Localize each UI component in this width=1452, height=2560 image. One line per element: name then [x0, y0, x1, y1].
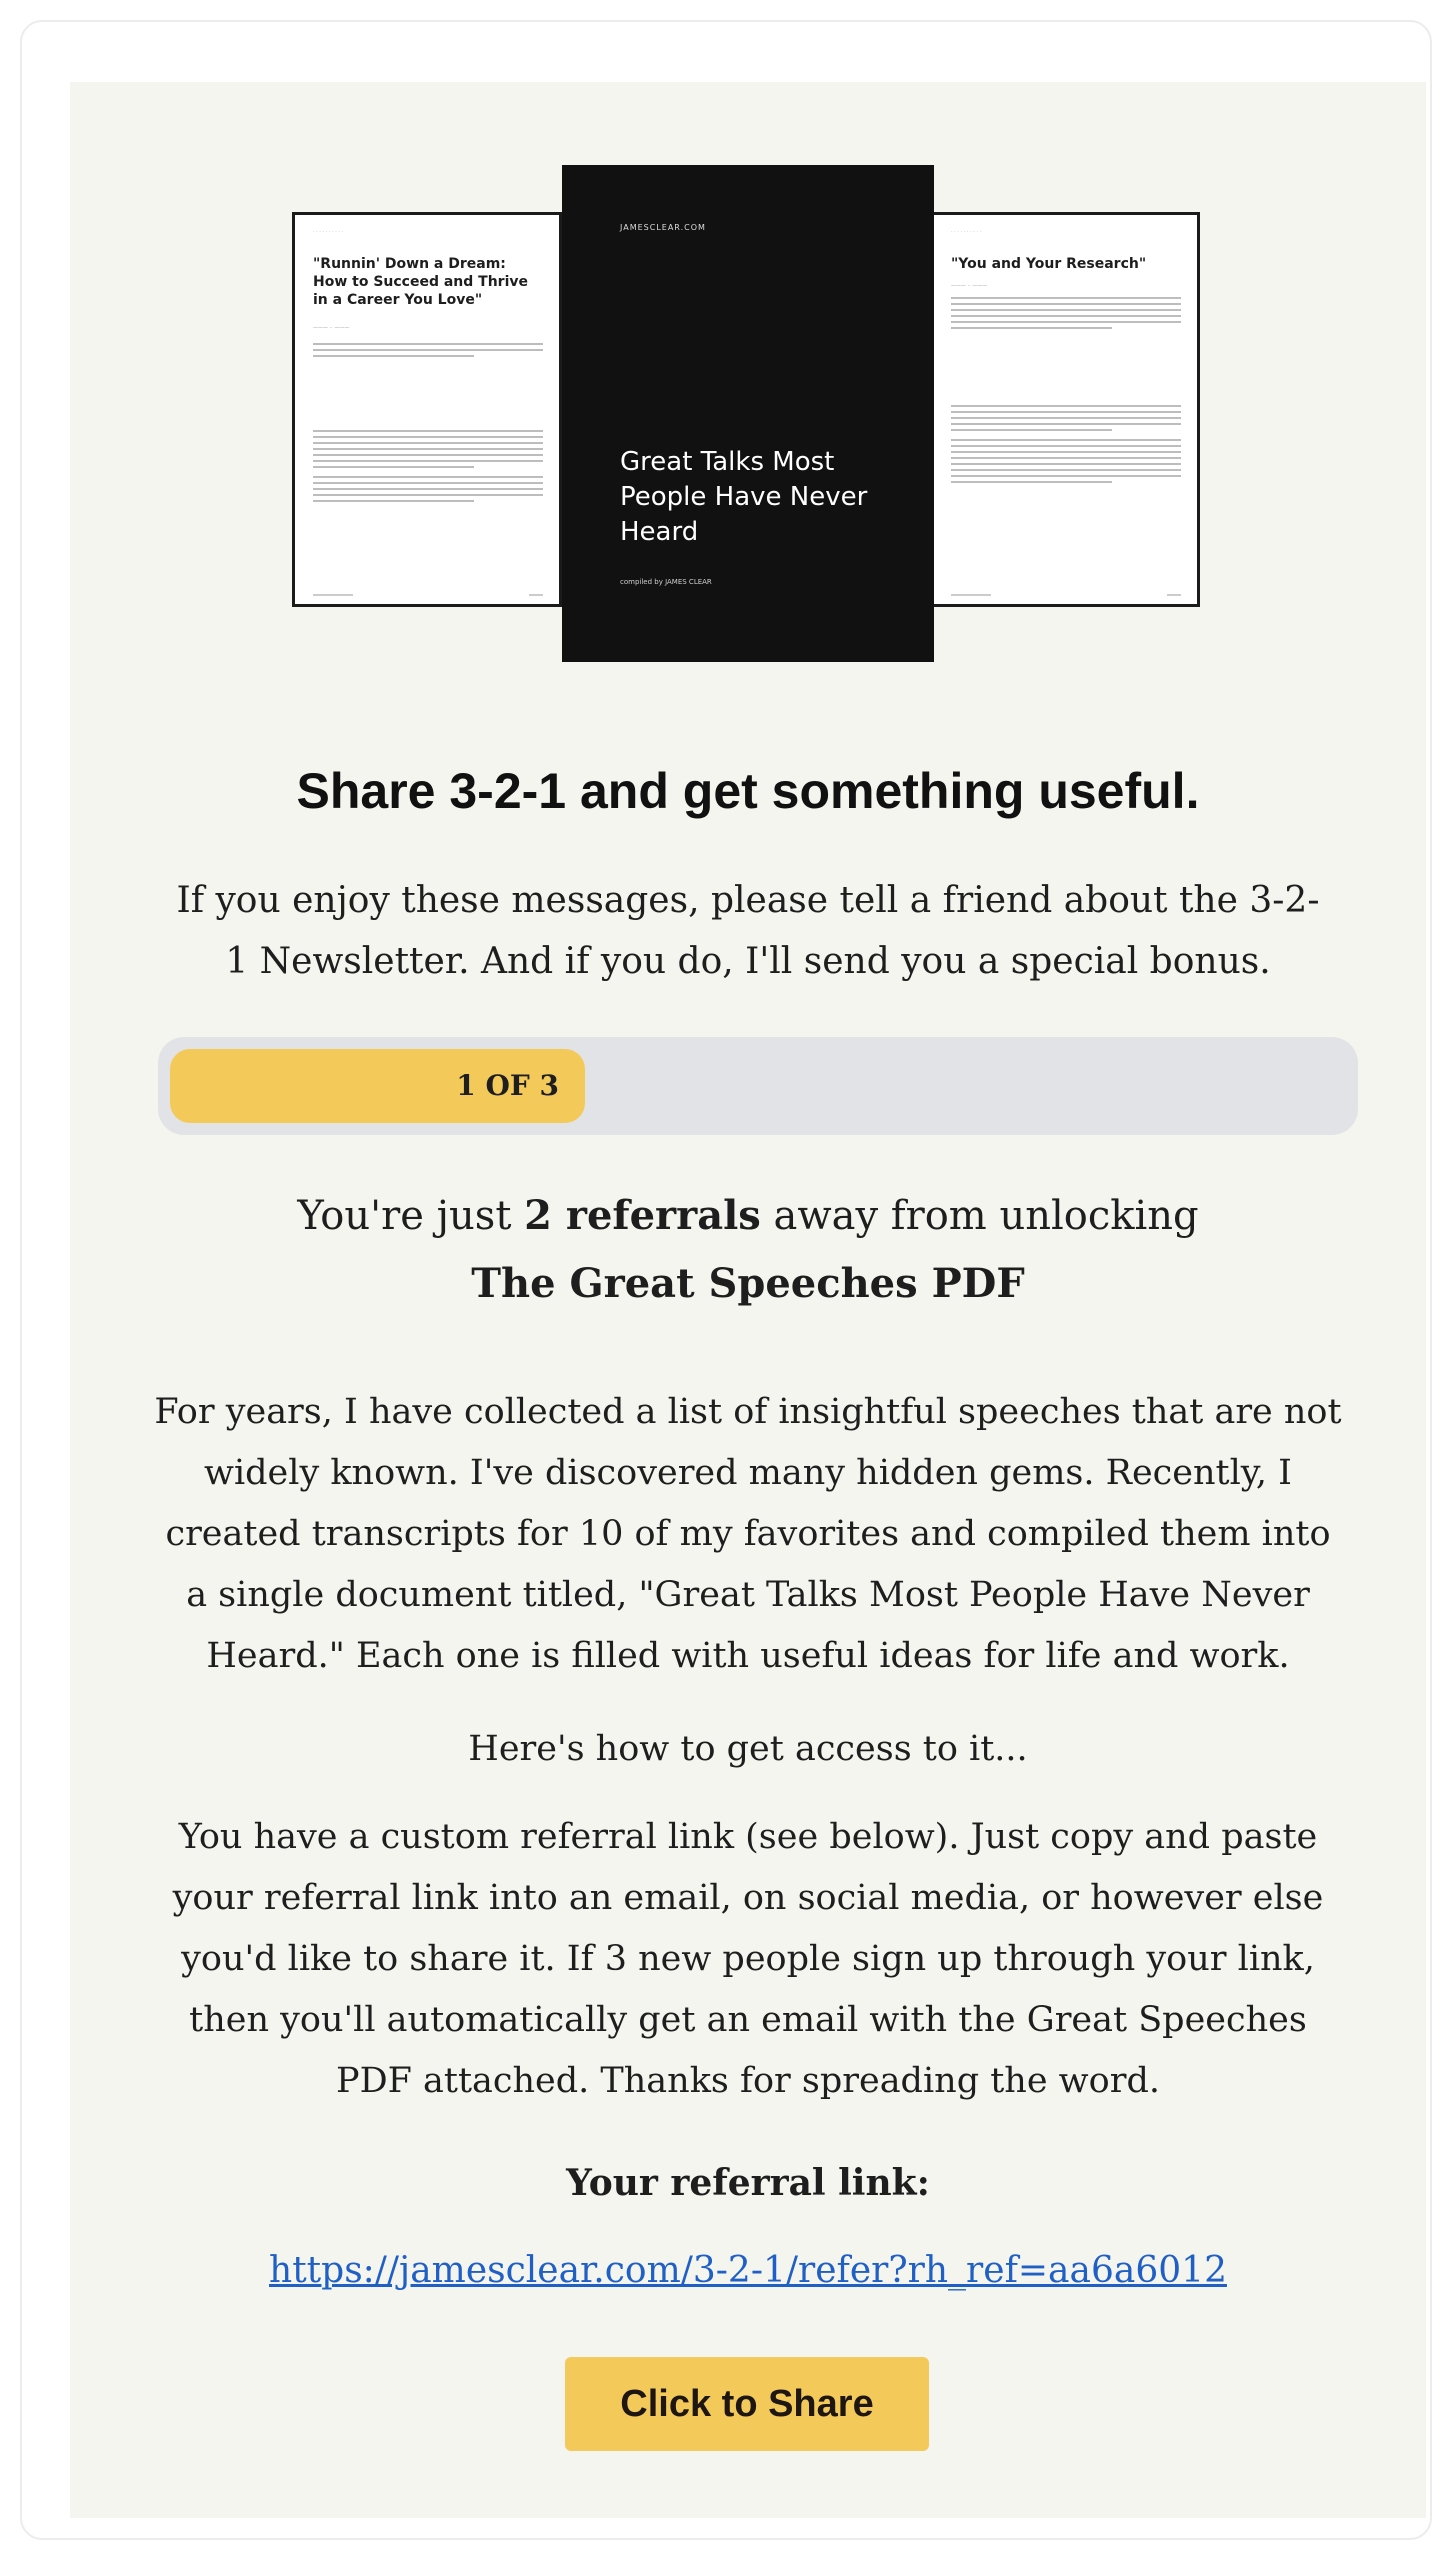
intro-text: If you enjoy these messages, please tell a friend about the 3-2-1 Newsletter. And if you do, I'll send you a special bonus.	[176, 880, 1320, 982]
instructions-paragraph: You have a custom referral link (see below). Just copy and paste your referral link into an email, on social media, or however else you'd like to share it. If 3 new people sign up through your link, then you'll automatically get an email with the Great Speeches PDF attached. Thanks for spreading the word.	[172, 1817, 1324, 2101]
left-page-text-lines	[313, 343, 543, 361]
referral-status-prefix: You're just	[297, 1193, 525, 1239]
description-paragraph: For years, I have collected a list of insightful speeches that are not widely known. I've discovered many hidden gems. Recently, I created transcripts for 10 of my favorites and compiled them into a single document titled, "Great Talks Most People Have Never Heard." Each one is filled with useful ideas for life and work.	[154, 1392, 1342, 1676]
referral-link-label: Your referral link:	[566, 2162, 930, 2204]
cover-compiled-by: compiled by JAMES CLEAR	[620, 578, 712, 586]
email-card	[20, 20, 1432, 2540]
right-page-preview	[930, 212, 1200, 607]
referral-link[interactable]: https://jamesclear.com/3-2-1/refer?rh_ref=aa6a6012	[269, 2250, 1227, 2291]
referral-count: 2 referrals	[524, 1192, 761, 1239]
referral-status-suffix: away from unlocking	[760, 1193, 1199, 1239]
left-page-body-lines	[313, 430, 543, 506]
click-to-share-button[interactable]: Click to Share	[565, 2357, 929, 2451]
reward-name: The Great Speeches PDF	[471, 1260, 1025, 1307]
book-mockup-image	[70, 82, 1426, 682]
cover-title: Great Talks Most People Have Never Heard	[620, 447, 868, 547]
referral-status	[70, 1182, 1426, 1318]
referral-progress-bar	[158, 1037, 1358, 1135]
main-heading: Share 3-2-1 and get something useful.	[296, 763, 1200, 819]
right-page-footer	[951, 594, 1181, 596]
left-page-title: "Runnin' Down a Dream: How to Succeed and Thrive in a Career You Love"	[313, 256, 529, 308]
page-header-decoration: · · · · · · · · · ·	[313, 229, 344, 235]
right-page-title: "You and Your Research"	[951, 256, 1147, 272]
page-header-decoration: · · · · · · · · · ·	[951, 229, 982, 235]
right-page-text-lines	[951, 297, 1181, 333]
content-panel	[70, 82, 1426, 2518]
progress-fill	[170, 1049, 585, 1123]
progress-label: 1 OF 3	[456, 1069, 559, 1102]
right-page-byline: ——— ·· ———	[951, 283, 988, 289]
left-page-byline: ——— ·· ———	[313, 325, 350, 331]
left-page-preview	[292, 212, 562, 607]
right-page-body-lines	[951, 405, 1181, 487]
book-cover	[562, 165, 934, 662]
cover-brand: JAMESCLEAR.COM	[620, 223, 706, 232]
how-to-text: Here's how to get access to it...	[468, 1729, 1028, 1769]
left-page-footer	[313, 594, 543, 596]
